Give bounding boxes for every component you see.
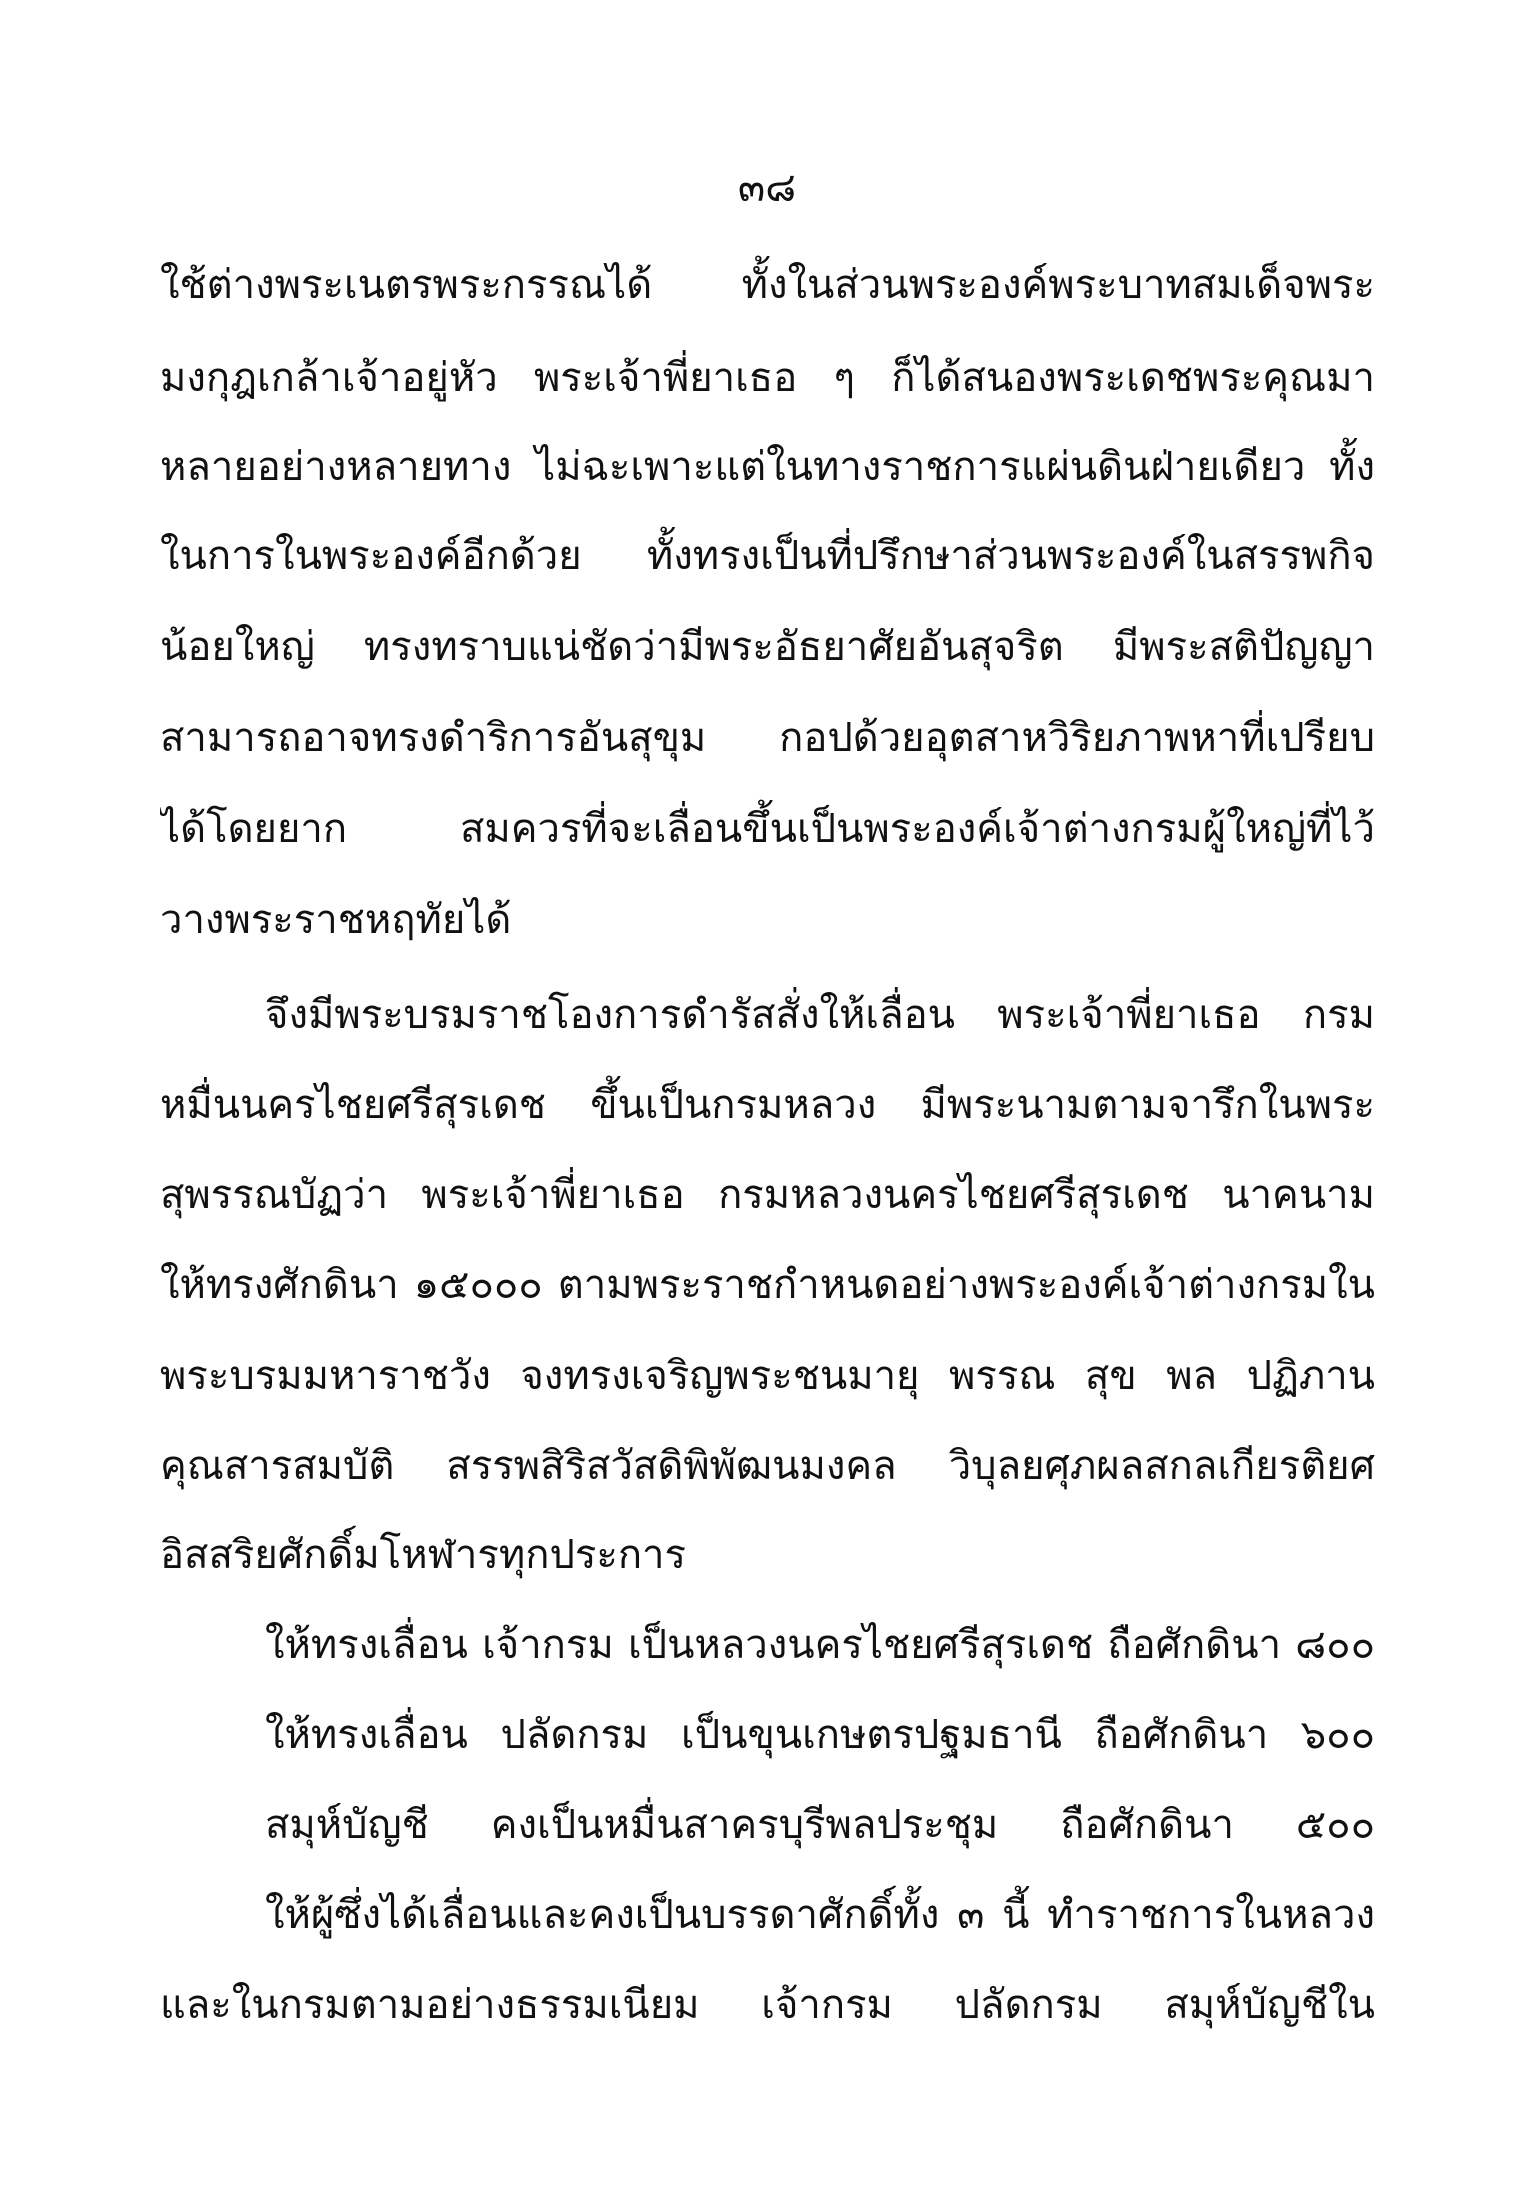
text-line-2: มงกุฎเกล้าเจ้าอยู่หัว พระเจ้าพี่ยาเธอ ๆ ก็ได้สนองพระเดชพระคุณมา [160, 355, 1375, 401]
text-line-16: ให้ทรงเลื่อน เจ้ากรม เป็นหลวงนครไชยศรีสุรเดช ถือศักดินา ๘๐๐ [265, 1622, 1375, 1668]
text-line-20: และในกรมตามอย่างธรรมเนียม เจ้ากรม ปลัดกรม สมุห์บัญชีใน [160, 1982, 1375, 2028]
text-line-5: น้อยใหญ่ ทรงทราบแน่ชัดว่ามีพระอัธยาศัยอันสุจริต มีพระสติปัญญา [160, 624, 1375, 670]
text-line-12: ให้ทรงศักดินา ๑๕๐๐๐ ตามพระราชกำหนดอย่างพระองค์เจ้าต่างกรมใน [160, 1262, 1375, 1308]
text-line-1: ใช้ต่างพระเนตรพระกรรณได้ ทั้งในส่วนพระองค์พระบาทสมเด็จพระ [160, 262, 1375, 308]
text-line-11: สุพรรณบัฏว่า พระเจ้าพี่ยาเธอ กรมหลวงนครไชยศรีสุรเดช นาคนาม [160, 1172, 1375, 1218]
text-line-4: ในการในพระองค์อีกด้วย ทั้งทรงเป็นที่ปรึกษาส่วนพระองค์ในสรรพกิจ [160, 533, 1375, 579]
text-line-15: อิสสริยศักดิ์มโหฬารทุกประการ [160, 1532, 686, 1578]
text-line-9: จึงมีพระบรมราชโองการดำรัสสั่งให้เลื่อน พระเจ้าพี่ยาเธอ กรม [265, 992, 1375, 1038]
page-number: ๓๘ [737, 165, 797, 211]
text-line-17: ให้ทรงเลื่อน ปลัดกรม เป็นขุนเกษตรปฐมธานี ถือศักดินา ๖๐๐ [265, 1712, 1375, 1758]
text-line-10: หมื่นนครไชยศรีสุรเดช ขึ้นเป็นกรมหลวง มีพระนามตามจารึกในพระ [160, 1082, 1375, 1128]
text-line-6: สามารถอาจทรงดำริการอันสุขุม กอปด้วยอุตสาหวิริยภาพหาที่เปรียบ [160, 715, 1375, 761]
text-line-19: ให้ผู้ซึ่งได้เลื่อนและคงเป็นบรรดาศักดิ์ทั้ง ๓ นี้ ทำราชการในหลวง [265, 1892, 1375, 1938]
text-line-13: พระบรมมหาราชวัง จงทรงเจริญพระชนมายุ พรรณ สุข พล ปฏิภาน [160, 1353, 1375, 1399]
text-line-18: สมุห์บัญชี คงเป็นหมื่นสาครบุรีพลประชุม ถือศักดินา ๕๐๐ [265, 1802, 1375, 1848]
text-line-14: คุณสารสมบัติ สรรพสิริสวัสดิพิพัฒนมงคล วิบุลยศุภผลสกลเกียรติยศ [160, 1443, 1375, 1489]
text-line-3: หลายอย่างหลายทาง ไม่ฉะเพาะแต่ในทางราชการแผ่นดินฝ่ายเดียว ทั้ง [160, 444, 1375, 490]
text-line-7: ได้โดยยาก สมควรที่จะเลื่อนขึ้นเป็นพระองค์เจ้าต่างกรมผู้ใหญ่ที่ไว้ [160, 806, 1375, 852]
text-line-8: วางพระราชหฤทัยได้ [160, 897, 512, 943]
